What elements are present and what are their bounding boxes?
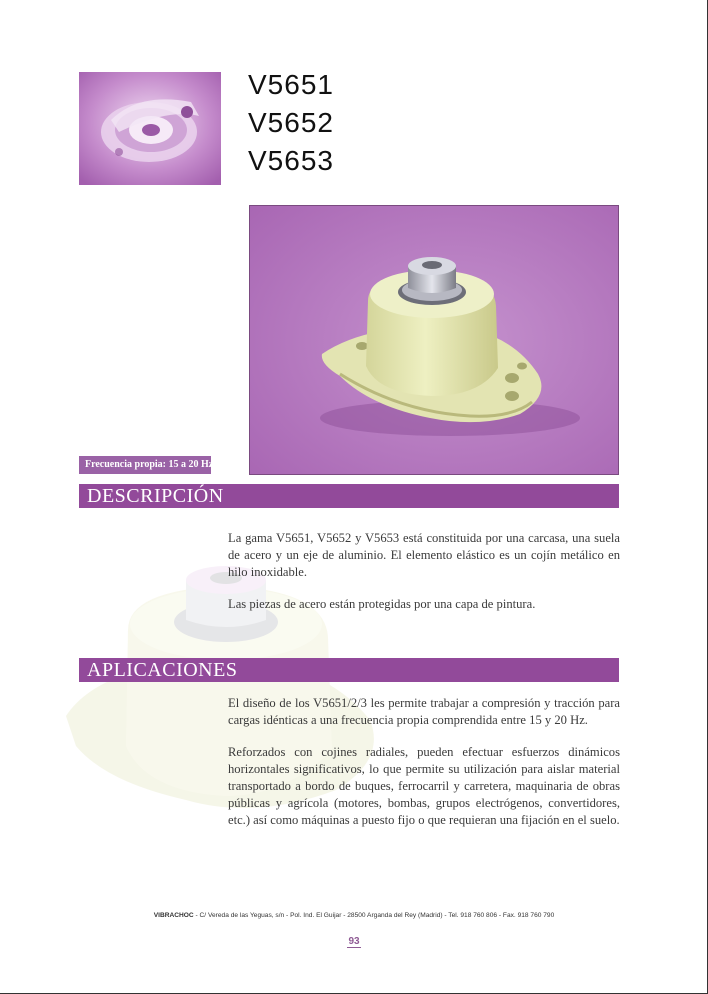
footer-address: - C/ Vereda de las Yeguas, s/n - Pol. Ind. El Guijar - 28500 Arganda del Rey (Madrid) - Tel. 918 760 806 - Fax. 918 760 790 (193, 912, 555, 919)
page-number (0, 936, 708, 947)
model-code: V5652 (248, 107, 334, 138)
model-code: V5651 (248, 69, 334, 100)
page-number-value: 93 (348, 936, 360, 947)
frequency-badge: Frecuencia propia: 15 a 20 Hz (79, 456, 211, 474)
model-codes (248, 66, 334, 180)
section-title: APLICACIONES (87, 659, 238, 681)
applications-paragraph: El diseño de los V5651/2/3 les permite trabajar a compresión y tracción para cargas idénticas a una frecuencia propia comprendida entre 15 y 20 Hz. (228, 696, 620, 727)
model-code: V5653 (248, 145, 334, 176)
description-paragraph: Las piezas de acero están protegidas por una capa de pintura. (228, 597, 536, 611)
product-thumbnail (79, 72, 221, 185)
footer-company: VIBRACHOC (153, 912, 194, 919)
product-photo (249, 205, 619, 475)
section-header-description (79, 484, 619, 508)
section-header-applications (79, 658, 619, 682)
description-paragraph: La gama V5651, V5652 y V5653 está constituida por una carcasa, una suela de acero y un eje de aluminio. El elemento elástico es un cojín metálico en hilo inoxidable. (228, 531, 620, 579)
footer-contact (0, 912, 708, 919)
applications-paragraph: Reforzados con cojines radiales, pueden efectuar esfuerzos dinámicos horizontales significativos, lo que permite su utilización para aislar material transportado a bordo de buques, ferrocarril y carretera, maquinaria de obras públicas y agrícola (motores, bombas, grupos electrógenos, convertidores, etc.) así como máquinas a puesto fijo o que requieran una fijación en el suelo. (228, 745, 620, 827)
section-title: DESCRIPCIÓN (87, 485, 224, 507)
